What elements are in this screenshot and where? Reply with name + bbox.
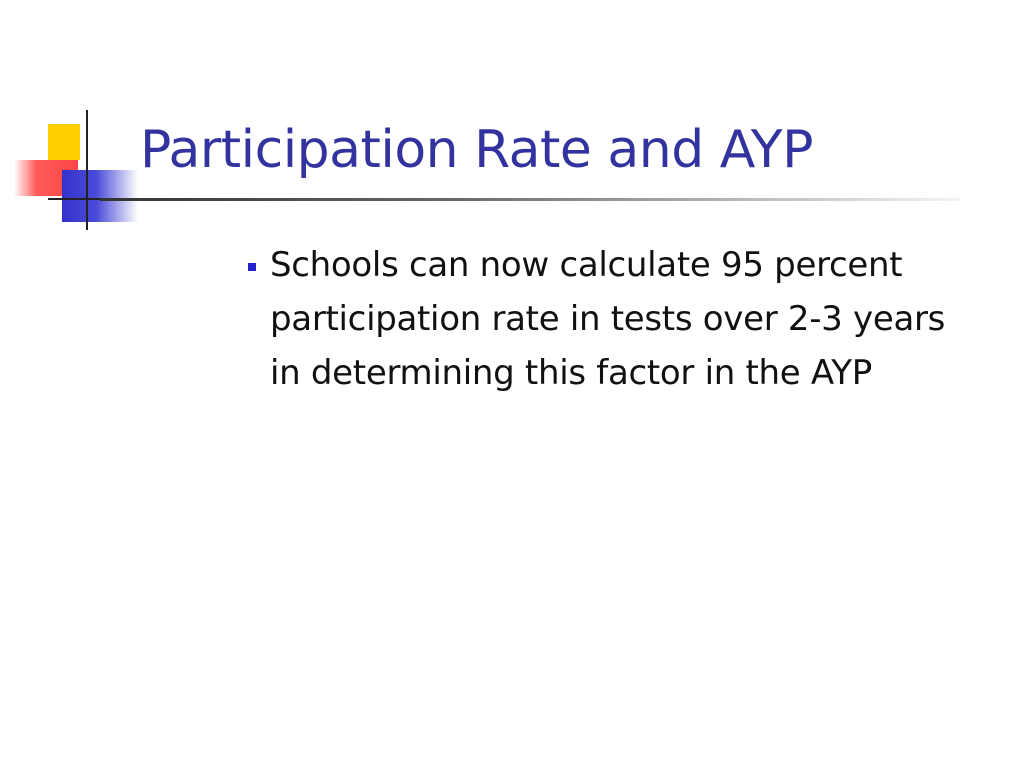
slide-body	[248, 238, 968, 400]
deco-vertical-line	[86, 110, 88, 230]
bullet-item	[248, 238, 968, 400]
bullet-square-icon	[248, 263, 256, 271]
decorative-logo	[0, 100, 140, 230]
deco-yellow-square	[48, 124, 80, 160]
deco-blue-square	[62, 170, 138, 222]
bullet-text: Schools can now calculate 95 percent participation rate in tests over 2-3 years in determining this factor in the AYP	[270, 245, 946, 393]
title-underline	[100, 198, 960, 201]
slide-title: Participation Rate and AYP	[140, 120, 813, 180]
